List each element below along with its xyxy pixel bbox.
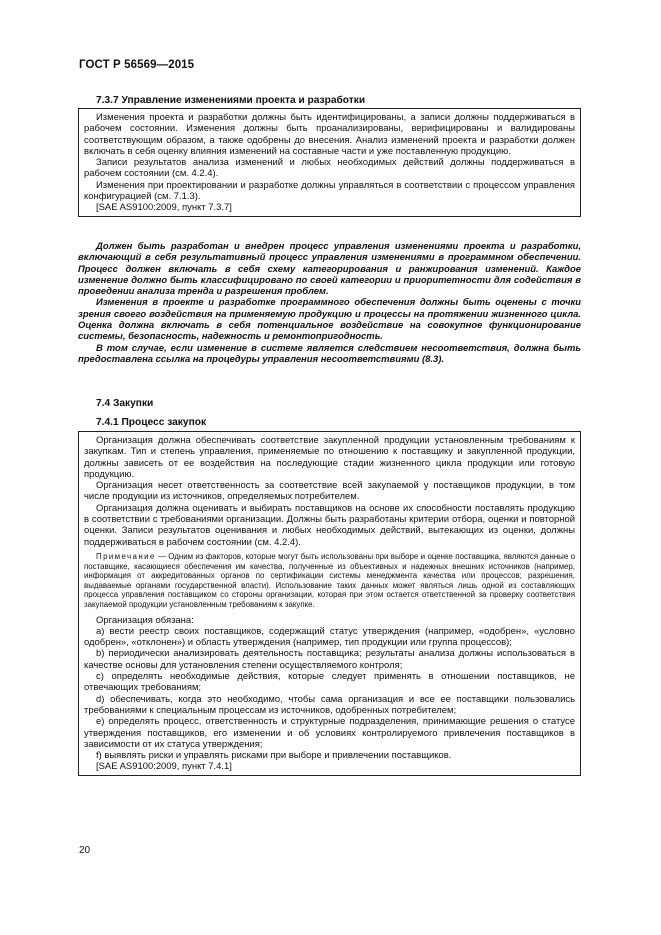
document-header: ГОСТ Р 56569—2015: [79, 59, 195, 71]
page-number: 20: [79, 845, 91, 856]
list-item-b: b) периодически анализировать деятельность поставщика; результаты анализа должны использоваться в качестве основы для установления степени осуществляемого контроля;: [84, 648, 575, 671]
requirements-box-7-3-7: [78, 108, 581, 217]
section-heading-7-4: 7.4 Закупки: [96, 398, 154, 409]
list-item-f: f) выявлять риски и управлять рисками при выборе и привлечении поставщиков.: [96, 750, 452, 762]
requirements-box-7-4-1: [78, 431, 581, 776]
note-text: — Одним из факторов, которые могут быть использованы при выборе и оценке поставщика, являются данные о поставщике, касающиеся обеспечения им качества, полученные из объективных и надежных внешних источников (например, информация от аккредитованных органов по сертификации системы менеджмента качества или процессов; разрешения, выдаваемые органами государственной власти). Использование таких данных может являться лишь одной из составляющих процесса управления поставщиком со стороны организации, которая при этом остается ответственной за проверку соответствия закупаемой продукции установленным требованиям к закупке.: [84, 551, 575, 609]
list-intro: Организация обязана:: [96, 614, 194, 626]
box-paragraph: Изменения при проектировании и разработке должны управляться в соответствии с процессом управления конфигурацией (см. 7.1.3).: [84, 179, 575, 203]
list-item-a: a) вести реестр своих поставщиков, содержащий статус утверждения (например, «одобрен», «условно одобрен», «отклонен») и область утверждения (например, тип продукции или группа процессов);: [84, 625, 575, 649]
source-reference: [SAE AS9100:2009, пункт 7.4.1]: [96, 761, 232, 773]
emphasis-paragraph: Должен быть разработан и внедрен процесс управления изменениями проекта и разработки, включающий в себя результативный процесс управления изменениями в программном обеспечении. Процесс должен включать в себя схему категорирования и ранжирования изменений. Каждое изменение должно быть классифицировано по своей категории и приоритетности для содействия в проведении анализа тренда и разрешения проблем.: [78, 241, 581, 298]
source-reference: [SAE AS9100:2009, пункт 7.3.7]: [96, 202, 232, 214]
box-paragraph: Записи результатов анализа изменений и любых необходимых действий должны поддерживаться в рабочем состоянии (см. 4.2.4).: [84, 157, 575, 180]
emphasis-paragraph: Изменения в проекте и разработке программного обеспечения должны быть оценены с точки зрения своего воздействия на применяемую продукцию и процессы на протяжении жизненного цикла. Оценка должна включать в себя потенциальное воздействие на совокупное функционирование системы, безопасность, надежность и ремонтопригодность.: [78, 297, 581, 343]
section-heading-7-4-1: 7.4.1 Процесс закупок: [96, 417, 207, 428]
note-paragraph: [84, 552, 575, 610]
box-paragraph: Организация несет ответственность за соответствие всей закупаемой у поставщиков продукции, в том числе продукции из источников, определяемых потребителем.: [84, 480, 575, 503]
box-paragraph: Изменения проекта и разработки должны быть идентифицированы, а записи должны поддерживаться в рабочем состоянии. Изменения должны быть проанализированы, верифицированы и валидированы соответствующим образом, а также одобрены до внесения. Анализ изменений проекта и разработки должен включать в себя оценку влияния изменений на составные части и уже поставленную продукцию.: [84, 112, 575, 157]
box-paragraph: Организация должна оценивать и выбирать поставщиков на основе их способности поставлять продукцию в соответствии с требованиями организации. Должны быть разработаны критерии отбора, оценки и повторной оценки. Записи результатов оценивания и любых необходимых действий, вытекающих из оценки, должны поддерживаться в рабочем состоянии (см. 4.2.4).: [84, 502, 575, 548]
emphasis-block-7-3-7: [78, 241, 581, 365]
list-item-d: d) обеспечивать, когда это необходимо, чтобы сама организация и все ее поставщики пользовались требованиями к специальным процессам из источников, одобренных потребителем;: [84, 693, 575, 716]
list-item-c: c) определять необходимые действия, которые следует применять в отношении поставщиков, не отвечающих требованиям;: [84, 671, 575, 694]
box-paragraph: Организация должна обеспечивать соответствие закупленной продукции установленным требованиям к закупкам. Тип и степень управления, применяемые по отношению к поставщику и закупленной продукции, должны зависеть от ее воздействия на последующие стадии жизненного цикла продукции или готовую продукцию.: [84, 435, 575, 480]
section-heading-7-3-7: 7.3.7 Управление изменениями проекта и разработки: [96, 95, 366, 106]
emphasis-paragraph: В том случае, если изменение в системе является следствием несоответствия, должна быть предоставлена ссылка на процедуры управления несоответствиями (8.3).: [78, 342, 581, 365]
note-label: Примечание: [96, 551, 156, 561]
list-item-e: e) определять процесс, ответственность и структурные подразделения, принимающие решения о статусе утверждения поставщиков, его изменении и об условиях контролируемого привлечения поставщиков в зависимости от их статуса утверждения;: [84, 716, 575, 750]
